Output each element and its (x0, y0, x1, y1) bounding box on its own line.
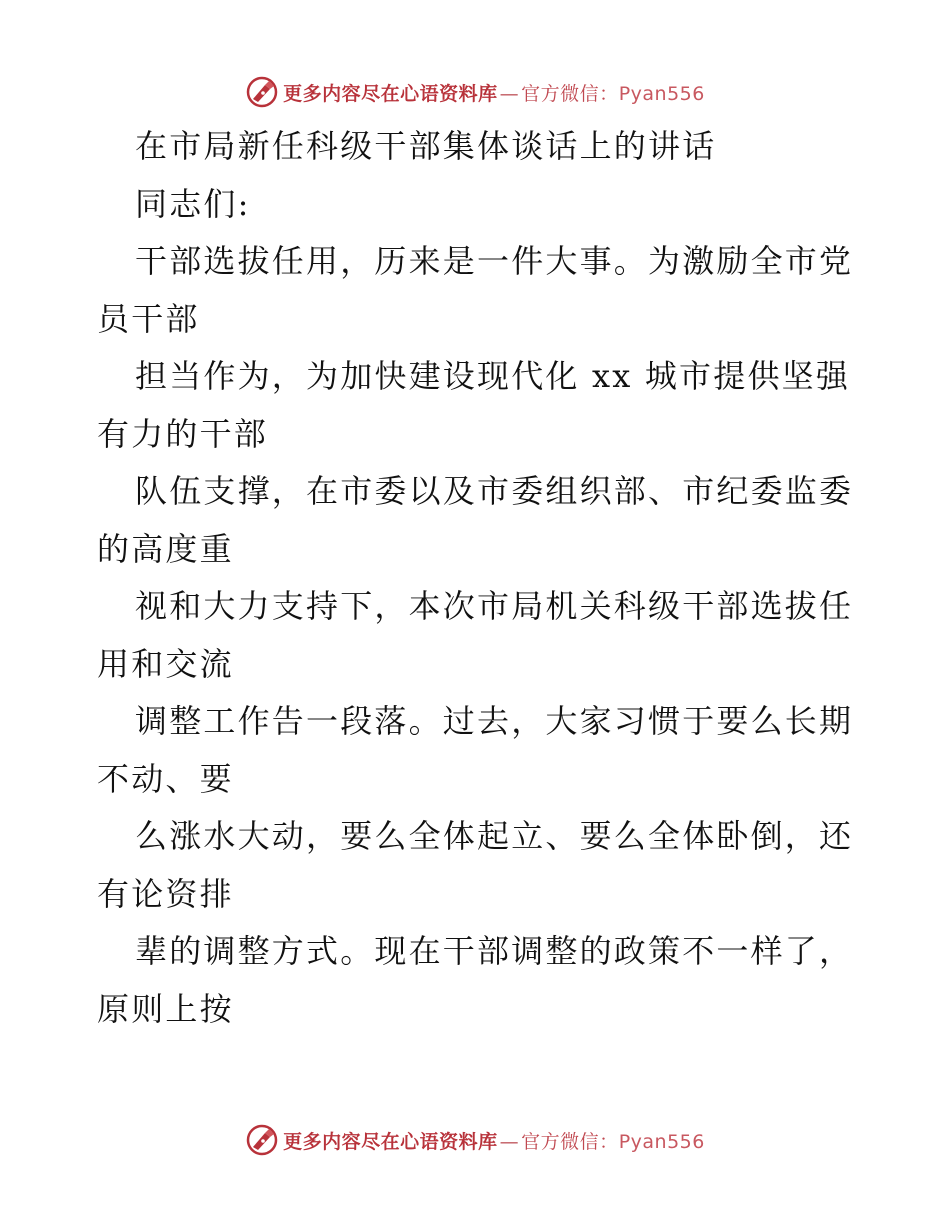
text-line: 用和交流 (97, 644, 234, 683)
text-line: 么涨水大动，要么全体起立、要么全体卧倒，还 (135, 817, 854, 855)
text-line: 视和大力支持下，本次市局机关科级干部选拔任 (135, 587, 854, 625)
banner-wechat-label: 官方微信： (521, 1130, 619, 1153)
text-line: 原则上按 (97, 989, 234, 1028)
header-banner (0, 72, 950, 112)
document-body (97, 118, 867, 1038)
banner-separator: — (499, 1130, 520, 1153)
text-line: 干部选拔任用，历来是一件大事。为激励全市党 (135, 242, 854, 280)
pen-nib-logo-icon (245, 75, 279, 109)
text-line: 有论资排 (97, 874, 234, 913)
text-line: 有力的干部 (97, 414, 269, 453)
banner-text (283, 79, 705, 106)
banner-text (283, 1127, 705, 1154)
banner-main-text: 更多内容尽在心语资料库 (283, 82, 498, 105)
pen-nib-logo-icon (245, 1123, 279, 1157)
banner-wechat-id: Pyan556 (618, 1130, 705, 1153)
banner-wechat-id: Pyan556 (618, 82, 705, 105)
banner-wechat-label: 官方微信： (521, 82, 619, 105)
footer-banner (0, 1120, 950, 1160)
text-line: 员干部 (97, 299, 200, 338)
banner-main-text: 更多内容尽在心语资料库 (283, 1130, 498, 1153)
text-line: 不动、要 (97, 759, 234, 798)
text-line: 辈的调整方式。现在干部调整的政策不一样了， (135, 932, 854, 970)
text-line: 调整工作告一段落。过去，大家习惯于要么长期 (135, 702, 854, 740)
banner-separator: — (499, 82, 520, 105)
text-line: 的高度重 (97, 529, 234, 568)
document-title: 在市局新任科级干部集体谈话上的讲话 (135, 127, 717, 165)
text-line: 队伍支撑，在市委以及市委组织部、市纪委监委 (135, 472, 854, 510)
salutation: 同志们: (135, 184, 251, 223)
text-line: 担当作为，为加快建设现代化 xx 城市提供坚强 (135, 357, 851, 395)
